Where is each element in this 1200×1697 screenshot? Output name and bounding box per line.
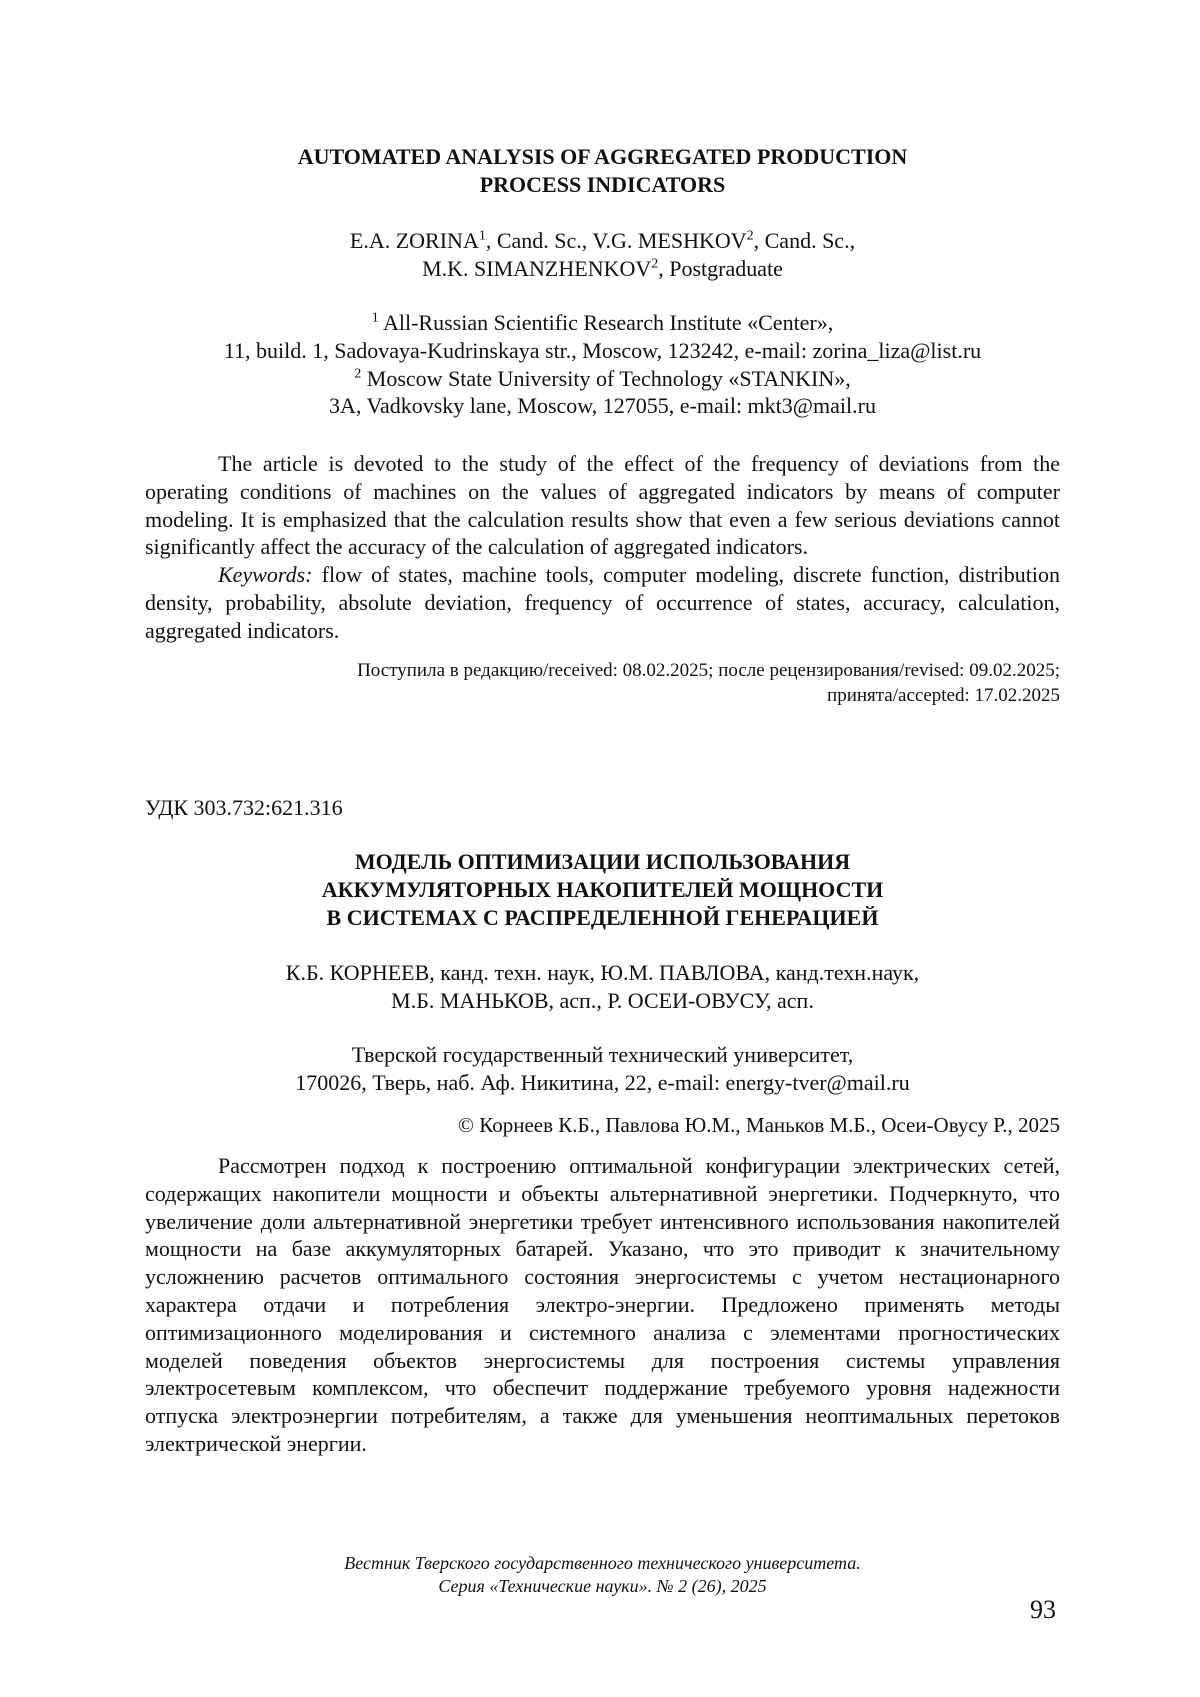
author-degree: , Cand. Sc.,	[754, 228, 855, 253]
article1-abstract	[145, 450, 1060, 645]
abstract-text: The article is devoted to the study of the effect of the frequency of deviations from the operating conditions of machines on the values of aggregated indicators by means of computer modeling. It is emphasized that the calculation results show that even a few serious deviations cannot significantly affect the accuracy of the calculation of aggregated indicators.	[145, 450, 1060, 561]
journal-line: Вестник Тверского государственного технического университета.	[145, 1552, 1060, 1575]
dates-line: Поступила в редакцию/received: 08.02.2025; после рецензирования/revised: 09.02.2025;	[145, 658, 1060, 683]
article1-authors	[145, 227, 1060, 283]
author-name: V.G. MESHKOV	[592, 228, 746, 253]
article1-dates	[145, 658, 1060, 708]
abstract-text: Рассмотрен подход к построению оптимальной конфигурации электрических сетей, содержащих накопители мощности и объекты альтернативной энергетики. Подчеркнуто, что увеличение доли альтернативной энергетики требует интенсивного использования накопителей мощности на базе аккумуляторных батарей. Указано, что это приводит к значительному усложнению расчетов оптимального состояния энергосистемы с учетом нестационарного характера отдачи и потребления электро-энергии. Предложено применять методы оптимизационного моделирования и системного анализа с элементами прогностических моделей поведения объектов энергосистемы для построения системы управления электросетевым комплексом, что обеспечит поддержание требуемого уровня надежности отпуска электроэнергии потребителям, а также для уменьшения неоптимальных перетоков электрической энергии.	[145, 1152, 1060, 1458]
udk-code: УДК 303.732:621.316	[145, 794, 1060, 822]
affiliation-sup: 1	[372, 311, 379, 326]
article1-title	[145, 143, 1060, 199]
authors-line	[145, 227, 1060, 255]
copyright: © Корнеев К.Б., Павлова Ю.М., Маньков М.Б., Осеи-Овусу Р., 2025	[145, 1112, 1060, 1140]
affiliation-line	[135, 365, 1070, 393]
authors-line: К.Б. КОРНЕЕВ, канд. техн. наук, Ю.М. ПАВЛОВА, канд.техн.наук,	[145, 959, 1060, 987]
keywords	[145, 561, 1060, 644]
article1-affiliations	[135, 309, 1070, 420]
journal-footer	[145, 1552, 1060, 1598]
title-line: AUTOMATED ANALYSIS OF AGGREGATED PRODUCTION	[145, 143, 1060, 171]
title-line: В СИСТЕМАХ С РАСПРЕДЕЛЕННОЙ ГЕНЕРАЦИЕЙ	[145, 904, 1060, 932]
author-sup: 2	[747, 229, 754, 244]
title-line: АККУМУЛЯТОРНЫХ НАКОПИТЕЛЕЙ МОЩНОСТИ	[145, 876, 1060, 904]
article2-title	[145, 848, 1060, 931]
author-name: M.K. SIMANZHENKOV	[422, 256, 651, 281]
keywords-label: Keywords:	[218, 562, 313, 587]
article2-abstract	[145, 1152, 1060, 1458]
authors-line: М.Б. МАНЬКОВ, асп., Р. ОСЕИ-ОВУСУ, асп.	[145, 987, 1060, 1015]
affiliation-line: 170026, Тверь, наб. Аф. Никитина, 22, e-mail: energy-tver@mail.ru	[145, 1069, 1060, 1097]
author-degree: , Postgraduate	[658, 256, 783, 281]
article2-authors	[145, 959, 1060, 1015]
author-name: E.A. ZORINA	[350, 228, 479, 253]
title-line: МОДЕЛЬ ОПТИМИЗАЦИИ ИСПОЛЬЗОВАНИЯ	[145, 848, 1060, 876]
authors-line	[145, 255, 1060, 283]
article2-affiliation	[145, 1041, 1060, 1097]
author-degree: , Cand. Sc.,	[486, 228, 593, 253]
author-sup: 1	[479, 229, 486, 244]
affiliation-line	[135, 309, 1070, 337]
journal-line: Серия «Технические науки». № 2 (26), 2025	[145, 1575, 1060, 1598]
title-line: PROCESS INDICATORS	[145, 171, 1060, 199]
affiliation-address: 3A, Vadkovsky lane, Moscow, 127055, e-mail: mkt3@mail.ru	[135, 392, 1070, 420]
author-sup: 2	[651, 256, 658, 271]
affiliation-name: Moscow State University of Technology «STANKIN»,	[361, 366, 850, 391]
page-number: 93	[1030, 1596, 1056, 1624]
affiliation-sup: 2	[354, 366, 361, 381]
affiliation-name: All-Russian Scientific Research Institute «Center»,	[379, 310, 834, 335]
affiliation-line: Тверской государственный технический университет,	[145, 1041, 1060, 1069]
keywords-text: flow of states, machine tools, computer modeling, discrete function, distribution density, probability, absolute deviation, frequency of occurrence of states, accuracy, calculation, aggregated indicators.	[145, 562, 1060, 643]
affiliation-address: 11, build. 1, Sadovaya-Kudrinskaya str., Moscow, 123242, e-mail: zorina_liza@list.ru	[135, 337, 1070, 365]
dates-line: принята/accepted: 17.02.2025	[145, 683, 1060, 708]
